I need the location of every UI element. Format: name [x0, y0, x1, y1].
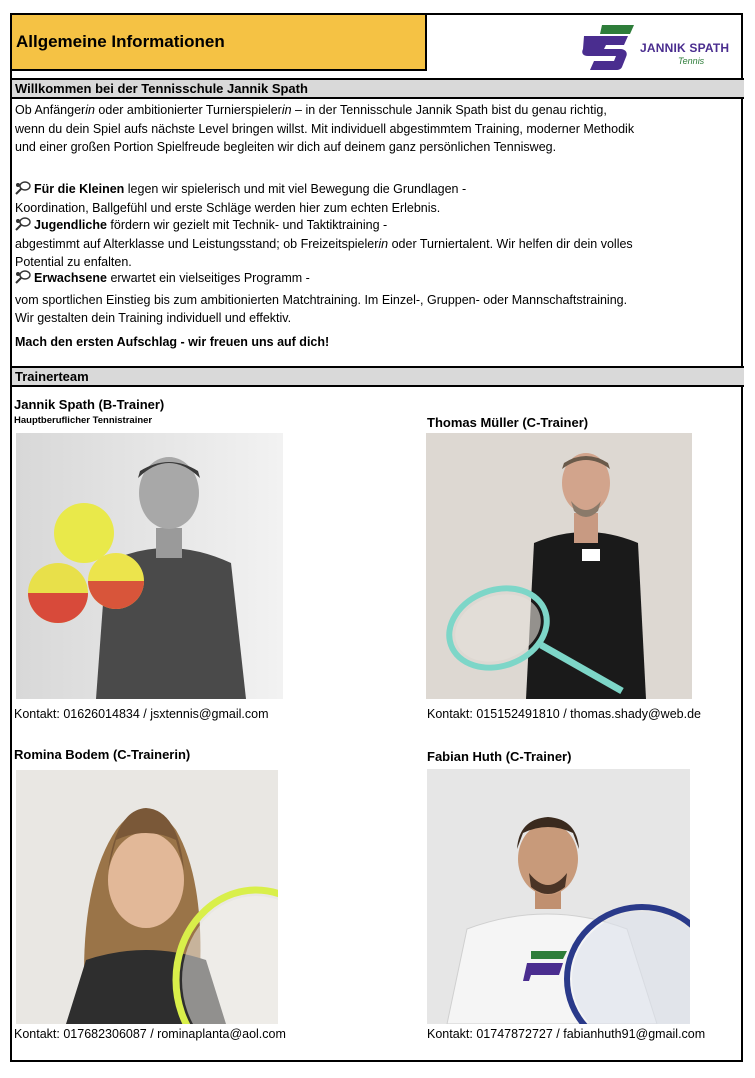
welcome-heading: Willkommen bei der Tennisschule Jannik Spath [12, 78, 744, 99]
logo-text: JANNIK SPATH [640, 41, 730, 55]
school-logo [578, 23, 738, 71]
logo-mark-icon [578, 23, 638, 71]
logo-subtext: Tennis [678, 56, 705, 66]
title-cell [12, 15, 427, 71]
trainer-name: Jannik Spath (B-Trainer) [14, 397, 165, 412]
trainer-contact: Kontakt: 01626014834 / jsxtennis@gmail.com [14, 707, 269, 721]
trainer-photo [16, 433, 283, 699]
team-heading: Trainerteam [12, 366, 744, 387]
trainer-photo [427, 769, 690, 1024]
trainer-contact: Kontakt: 015152491810 / thomas.shady@web.de [427, 707, 701, 721]
trainer-name: Thomas Müller (C-Trainer) [427, 415, 589, 430]
tennis-racket-icon [15, 217, 31, 231]
trainer-name: Fabian Huth (C-Trainer) [427, 749, 572, 764]
closing-line: Mach den ersten Aufschlag - wir freuen uns auf dich! [15, 335, 330, 349]
page-title: Allgemeine Informationen [16, 32, 225, 51]
youth-paragraph: Jugendliche fördern wir gezielt mit Technik- und Taktiktraining - abgestimmt auf Alterklasse und Leistungsstand; ob Freizeitspielerin oder Turniertalent. Wir helfen dir dein volles Potential zu enfalten. [15, 218, 633, 269]
trainer-photo [16, 770, 278, 1024]
tennis-racket-icon [15, 181, 31, 195]
trainer-photo [426, 433, 692, 699]
trainer-contact: Kontakt: 017682306087 / rominaplanta@aol.com [14, 1027, 286, 1041]
info-sheet [10, 13, 743, 1062]
trainer-subtitle: Hauptberuflicher Tennistrainer [14, 415, 153, 426]
intro-paragraph: Ob Anfängerin oder ambitionierter Turnierspielerin – in der Tennisschule Jannik Spath bist du genau richtig, wenn du dein Spiel aufs nächste Level bringen willst. Mit individuell abgestimmtem Training, moderner Methodik und einer großen Portion Spielfreude begleiten wir dich auf deinem ganz persönlichen Tennisweg. [15, 103, 635, 154]
trainer-contact: Kontakt: 01747872727 / fabianhuth91@gmail.com [427, 1027, 706, 1041]
tennis-racket-icon [15, 270, 31, 284]
kids-paragraph: Für die Kleinen legen wir spielerisch und mit viel Bewegung die Grundlagen - Koordination, Ballgefühl und erste Schläge werden hier zum echten Erlebnis. [15, 182, 467, 215]
adults-paragraph: Erwachsene erwartet ein vielseitiges Programm - vom sportlichen Einstieg bis zum ambitionierten Matchtraining. Im Einzel-, Gruppen- oder Mannschaftstraining. Wir gestalten dein Training individuell und effektiv. [15, 271, 628, 325]
trainer-name: Romina Bodem (C-Trainerin) [14, 747, 191, 762]
